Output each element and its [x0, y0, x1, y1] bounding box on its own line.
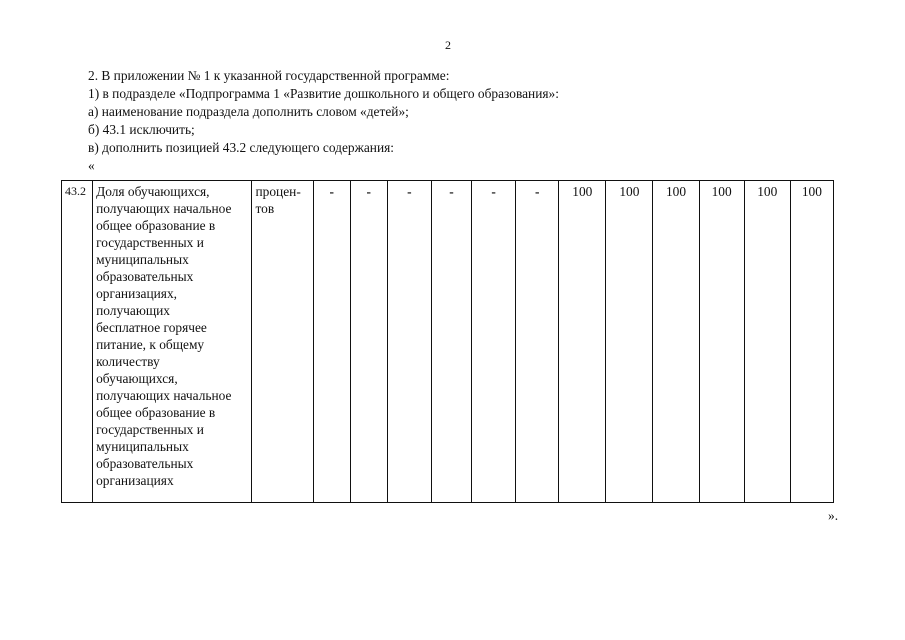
indicator-name-line: муниципальных — [96, 252, 189, 267]
table-row — [62, 181, 834, 503]
indicator-name-line: организациях, — [96, 286, 178, 301]
value-cell: - — [431, 181, 471, 503]
intro-line: 2. В приложении № 1 к указанной государственной программе: — [88, 68, 450, 83]
value-cell: 100 — [559, 181, 606, 503]
unit-line: тов — [255, 201, 275, 216]
value-cell: - — [472, 181, 516, 503]
indicator-name-line: общее образование в — [96, 405, 216, 420]
value-cell: 100 — [790, 181, 833, 503]
page-number: 2 — [445, 38, 451, 52]
indicator-name-line: бесплатное горячее — [96, 320, 207, 335]
indicator-name-line: питание, к общему — [96, 337, 205, 352]
value-cell: - — [516, 181, 559, 503]
indicator-name-line: общее образование в — [96, 218, 216, 233]
value-cell: 100 — [606, 181, 653, 503]
intro-line: б) 43.1 исключить; — [88, 122, 195, 137]
opening-quote: « — [88, 158, 95, 173]
indicator-name-line: получающих начальное — [96, 201, 232, 216]
intro-line: 1) в подразделе «Подпрограмма 1 «Развитие дошкольного и общего образования»: — [88, 86, 559, 101]
value-cell: 100 — [699, 181, 744, 503]
amendment-text — [88, 67, 848, 175]
indicator-name-line: обучающихся, — [96, 371, 178, 386]
indicator-name-line: получающих начальное — [96, 388, 232, 403]
indicator-name-line: Доля обучающихся, — [96, 184, 210, 199]
row-number: 43.2 — [62, 181, 93, 503]
indicator-name-line: государственных и — [96, 422, 204, 437]
value-cell: 100 — [744, 181, 790, 503]
indicator-name-line: муниципальных — [96, 439, 189, 454]
indicator-name — [93, 181, 252, 503]
value-cell: 100 — [653, 181, 699, 503]
intro-line: а) наименование подраздела дополнить словом «детей»; — [88, 104, 409, 119]
indicator-table — [61, 180, 834, 503]
value-cell: - — [387, 181, 431, 503]
indicator-name-line: государственных и — [96, 235, 204, 250]
indicator-name-line: организациях — [96, 473, 174, 488]
indicator-name-line: образовательных — [96, 269, 194, 284]
indicator-name-line: образовательных — [96, 456, 194, 471]
indicator-name-line: получающих — [96, 303, 170, 318]
closing-quote: ». — [828, 508, 839, 523]
unit-cell — [252, 181, 313, 503]
unit-line: процен- — [255, 184, 301, 199]
value-cell: - — [313, 181, 350, 503]
intro-line: в) дополнить позицией 43.2 следующего содержания: — [88, 140, 395, 155]
value-cell: - — [350, 181, 387, 503]
indicator-name-line: количеству — [96, 354, 160, 369]
